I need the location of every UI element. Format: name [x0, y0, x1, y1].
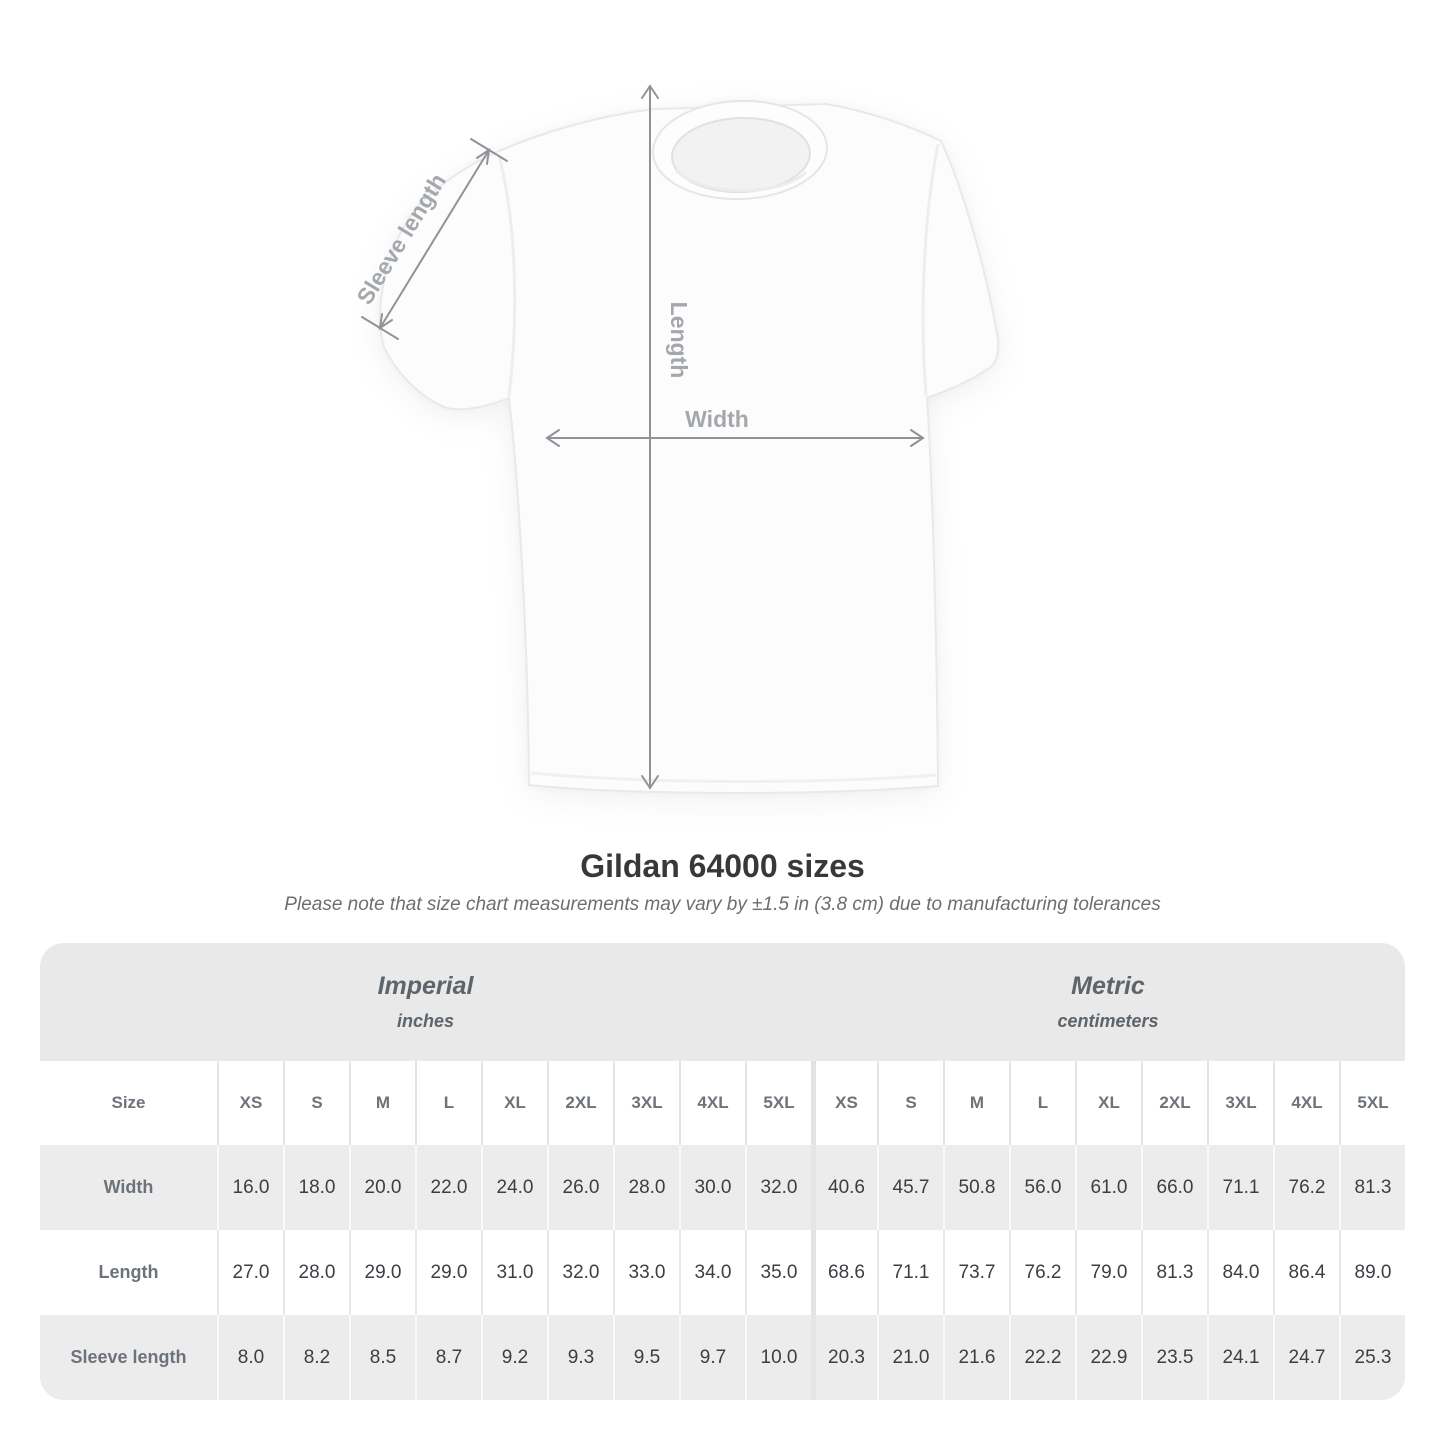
measurement-cell: 79.0: [1075, 1230, 1141, 1315]
row-label: Length: [98, 1262, 159, 1282]
measurement-cell: 8.5: [349, 1315, 415, 1400]
measurement-cell: 61.0: [1075, 1145, 1141, 1230]
size-header-metric-s: S: [877, 1061, 943, 1145]
measurement-cell: 73.7: [943, 1230, 1009, 1315]
measurement-cell: 68.6: [811, 1230, 877, 1315]
measurement-cell: 8.7: [415, 1315, 481, 1400]
table-row: [40, 1315, 1405, 1400]
measurement-cell: 66.0: [1141, 1145, 1207, 1230]
imperial-header: [40, 943, 811, 1061]
table-row: [40, 1145, 1405, 1230]
tshirt-shape: [380, 98, 998, 793]
measurement-cell: 45.7: [877, 1145, 943, 1230]
measurement-cell: 18.0: [283, 1145, 349, 1230]
metric-unit-label: centimeters: [1057, 1011, 1159, 1031]
measurement-cell: 24.1: [1207, 1315, 1273, 1400]
size-header-row: [40, 1061, 1405, 1145]
measurement-cell: 56.0: [1009, 1145, 1075, 1230]
measurement-cell: 84.0: [1207, 1230, 1273, 1315]
size-header-imperial-3xl: 3XL: [613, 1061, 679, 1145]
measurement-cell: 26.0: [547, 1145, 613, 1230]
measurement-cell: 24.7: [1273, 1315, 1339, 1400]
measurement-cell: 24.0: [481, 1145, 547, 1230]
size-header-imperial-xl: XL: [481, 1061, 547, 1145]
measurement-cell: 71.1: [877, 1230, 943, 1315]
measurement-cell: 10.0: [745, 1315, 811, 1400]
measurement-cell: 81.3: [1339, 1145, 1405, 1230]
size-header-metric-4xl: 4XL: [1273, 1061, 1339, 1145]
measurement-cell: 50.8: [943, 1145, 1009, 1230]
measurement-cell: 86.4: [1273, 1230, 1339, 1315]
measurement-cell: 9.5: [613, 1315, 679, 1400]
measurement-cell: 71.1: [1207, 1145, 1273, 1230]
sleeve-length-label: Sleeve length: [351, 168, 452, 309]
metric-label: Metric: [1071, 972, 1145, 1000]
measurement-cell: 9.7: [679, 1315, 745, 1400]
length-label: Length: [666, 301, 692, 379]
size-header-imperial-2xl: 2XL: [547, 1061, 613, 1145]
measurement-cell: 28.0: [613, 1145, 679, 1230]
unit-band-row: [40, 943, 1405, 1061]
measurement-cell: 32.0: [547, 1230, 613, 1315]
size-header-metric-5xl: 5XL: [1339, 1061, 1405, 1145]
imperial-unit-label: inches: [396, 1011, 455, 1031]
size-header-metric-l: L: [1009, 1061, 1075, 1145]
metric-header: [811, 943, 1405, 1061]
measurement-cell: 28.0: [283, 1230, 349, 1315]
tolerance-note: Please note that size chart measurements may vary by ±1.5 in (3.8 cm) due to manufacturing tolerances: [284, 894, 1161, 915]
measurement-cell: 22.9: [1075, 1315, 1141, 1400]
measurement-cell: 31.0: [481, 1230, 547, 1315]
size-table-body: [40, 1145, 1405, 1400]
size-header-metric-m: M: [943, 1061, 1009, 1145]
measurement-cell: 16.0: [217, 1145, 283, 1230]
measurement-cell: 29.0: [415, 1230, 481, 1315]
measurement-cell: 35.0: [745, 1230, 811, 1315]
measurement-cell: 76.2: [1273, 1145, 1339, 1230]
size-table: [40, 943, 1405, 1400]
size-header-metric-xl: XL: [1075, 1061, 1141, 1145]
size-header-imperial-5xl: 5XL: [745, 1061, 811, 1145]
table-row: [40, 1230, 1405, 1315]
measurement-cell: 8.0: [217, 1315, 283, 1400]
measurement-cell: 25.3: [1339, 1315, 1405, 1400]
row-label: Sleeve length: [40, 1315, 217, 1400]
width-label: Width: [685, 406, 749, 432]
measurement-cell: 21.0: [877, 1315, 943, 1400]
measurement-cell: 89.0: [1339, 1230, 1405, 1315]
page-title: Gildan 64000 sizes: [580, 848, 865, 884]
size-header-metric-3xl: 3XL: [1207, 1061, 1273, 1145]
measurement-cell: 34.0: [679, 1230, 745, 1315]
size-header-metric-2xl: 2XL: [1141, 1061, 1207, 1145]
measurement-cell: 9.2: [481, 1315, 547, 1400]
size-header-imperial-m: M: [349, 1061, 415, 1145]
measurement-cell: 23.5: [1141, 1315, 1207, 1400]
measurement-cell: 32.0: [745, 1145, 811, 1230]
measurement-cell: 22.2: [1009, 1315, 1075, 1400]
measurement-cell: 9.3: [547, 1315, 613, 1400]
size-header-metric-xs: XS: [811, 1061, 877, 1145]
row-label: Width: [40, 1145, 217, 1230]
measurement-cell: 81.3: [1141, 1230, 1207, 1315]
measurement-cell: 29.0: [349, 1230, 415, 1315]
size-header-imperial-xs: XS: [217, 1061, 283, 1145]
measurement-cell: 21.6: [943, 1315, 1009, 1400]
measurement-cell: 76.2: [1009, 1230, 1075, 1315]
measurement-cell: 20.0: [349, 1145, 415, 1230]
measurement-cell: 8.2: [283, 1315, 349, 1400]
measurement-cell: 22.0: [415, 1145, 481, 1230]
size-column-header: Size: [40, 1061, 217, 1145]
measurement-cell: 30.0: [679, 1145, 745, 1230]
imperial-label: Imperial: [377, 972, 474, 1000]
size-header-imperial-s: S: [283, 1061, 349, 1145]
measurement-cell: 27.0: [217, 1230, 283, 1315]
size-header-imperial-4xl: 4XL: [679, 1061, 745, 1145]
measurement-cell: 40.6: [811, 1145, 877, 1230]
measurement-cell: 20.3: [811, 1315, 877, 1400]
measurement-cell: 33.0: [613, 1230, 679, 1315]
size-header-imperial-l: L: [415, 1061, 481, 1145]
